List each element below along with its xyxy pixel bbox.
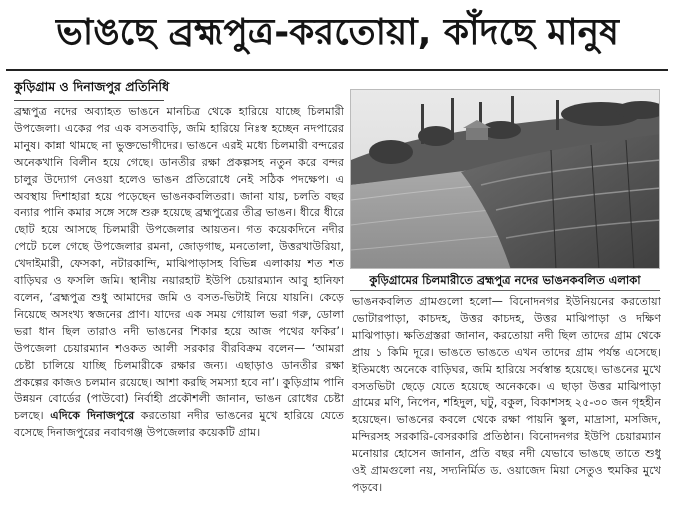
left-column-text	[14, 104, 344, 508]
left-bold-phrase: এদিকে দিনাজপুরে	[50, 409, 135, 423]
right-text: ভাঙনকবলিত গ্রামগুলো হলো— বিনোদনগর ইউনিয়নের করতোয়া ভোটারপাড়া, কাচদহ, উত্তর কাচদহ, উত্তর মাঝিপাড়া ও দক্ষিণ মাঝিপাড়া। ক্ষতিগ্রস্তরা জানান, করতোয়া নদী ছিল তাদের গ্রাম থেকে প্রায় ১ কিমি দূরে। ভাঙতে ভাঙতে এখন তাদের গ্রাম পর্যন্ত এসেছে। ইতিমধ্যে অনেকে বাড়িঘর, জমি হারিয়ে সর্বস্বান্ত হয়েছে। ভাঙনের মুখে বসতভিটা ছেড়ে যেতে হয়েছে অনেককে। এ ছাড়া উত্তর মাঝিপাড়া গ্রামের মণি, নিপেন, শহিদুল, ঘটু, বকুল, বিকাশসহ ২৫-৩০ জন গৃহহীন হয়েছেন। ভাঙনের কবলে থেকে রক্ষা পায়নি স্কুল, মাদ্রাসা, মসজিদ, মন্দিরসহ সরকারি-বেসরকারি প্রতিষ্ঠান। বিনোদনগর ইউপি চেয়ারম্যান মনোয়ার হোসেন জানান, প্রতি বছর নদী যেভাবে ভাঙছে তাতে শুধু ওই গ্রামগুলো নয়, সদ্যনির্মিত ড. ওয়াজেদ মিয়া সেতুও হুমকির মুখে পড়বে।	[352, 295, 661, 494]
photo-caption: কুড়িগ্রামের চিলমারীতে ব্রহ্মপুত্র নদের ভাঙনকবলিত এলাকা	[369, 273, 641, 287]
byline-underline	[14, 100, 164, 101]
caption-divider	[350, 290, 660, 291]
right-column-text	[352, 294, 661, 508]
headline-divider	[6, 69, 668, 71]
left-text-before: ব্রহ্মপুত্র নদের অব্যাহত ভাঙনে মানচিত্র থেকে হারিয়ে যাচ্ছে চিলমারী উপজেলা। একের পর এক বসতবাড়ি, জমি হারিয়ে নিঃস্ব হচ্ছেন নদপারের মানুষ। কান্না থামছে না ভুক্তভোগীদের। ভাঙনে এরই মধ্যে চিলমারী বন্দরের অনেকখানি বিলীন হয়ে গেছে। ডানতীর রক্ষা প্রকল্পসহ নতুন করে বন্দর চালুর উদ্যোগ নেওয়া হলেও ভাঙন প্রতিরোধে নেই সঠিক পদক্ষেপ। এ অবস্থায় দিশাহারা হয়ে পড়েছেন ভাঙনকবলিতরা। জানা যায়, চলতি বছর বন্যার পানি কমার সঙ্গে সঙ্গে শুরু হয়েছে ব্রহ্মপুত্রের তীব্র ভাঙন। ধীরে ধীরে ছোট হয়ে আসছে চিলমারী উপজেলার আয়তন। গত কয়েকদিনে নদীর পেটে চলে গেছে উপজেলার রমনা, জোড়গাছ, মনতোলা, উত্তরখাউরিয়া, খেদাইমারী, ফেসকা, নটারকান্দি, মাঝিপাড়াসহ বিভিন্ন এলাকায় শত শত বাড়িঘর ও ফসলি জমি। স্থানীয় নয়ারহাট ইউপি চেয়ারম্যান আবু হানিফা বলেন, ‘ব্রহ্মপুত্র শুধু আমাদের জমি ও বসত-ভিটাই নিয়ে যায়নি। কেড়ে নিয়েছে অসংখ্য স্বজনের প্রাণ। যাদের এক সময় গোয়াল ভরা গরু, ডোলা ভরা ধান ছিল তারাও নদী ভাঙনের শিকার হয়ে আজ পথের ফকির’। উপজেলা চেয়ারম্যান শওকত আলী সরকার বীরবিক্রম বলেন— ‘আমরা চেষ্টা চালিয়ে যাচ্ছি চিলমারীকে রক্ষার জন্য। এছাড়াও ডানতীর রক্ষা প্রকল্পের কাজও চলমান রয়েছে। আশা করছি সমস্যা হবে না’। কুড়িগ্রাম পানি উন্নয়ন বোর্ডের (পাউবো) নির্বাহী প্রকৌশলী জানান, ভাঙন রোধের চেষ্টা চলছে।	[14, 105, 344, 423]
riverbank-erosion-photo	[350, 89, 660, 269]
headline: ভাঙছে ব্রহ্মপুত্র-করতোয়া, কাঁদছে মানুষ	[55, 12, 620, 53]
left-text-after: করতোয়া নদীর ভাঙনের মুখে হারিয়ে যেতে বসেছে দিনাজপুরের নবাবগঞ্জ উপজেলার কয়েকটি গ্রাম।	[14, 409, 344, 440]
byline: কুড়িগ্রাম ও দিনাজপুর প্রতিনিধি	[14, 79, 170, 94]
